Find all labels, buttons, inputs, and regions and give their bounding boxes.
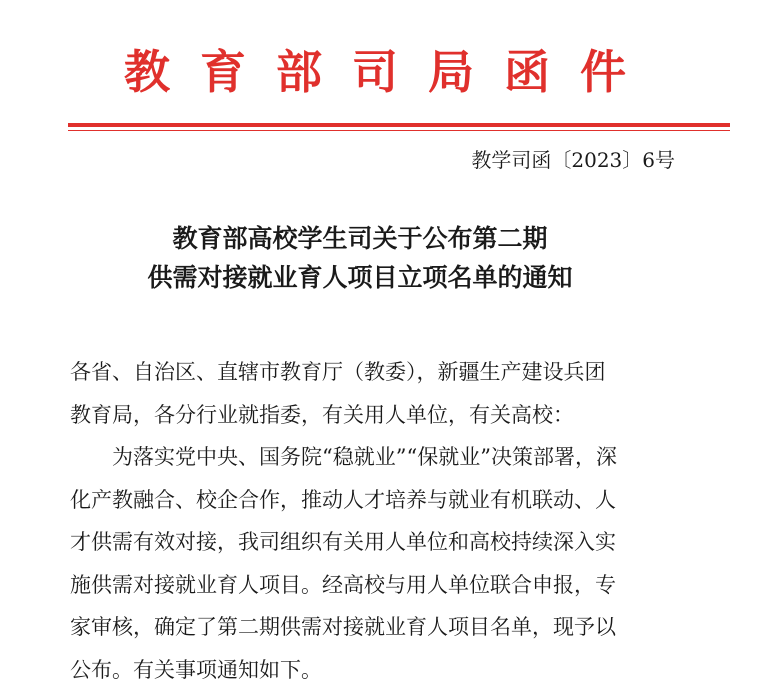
document-title-line-1: 教育部高校学生司关于公布第二期 bbox=[60, 219, 660, 258]
body-line: 各省、自治区、直辖市教育厅（教委），新疆生产建设兵团 bbox=[70, 351, 702, 394]
body-line: 教育局，各分行业就指委，有关用人单位，有关高校： bbox=[70, 394, 702, 437]
body-line: 公布。有关事项通知如下。 bbox=[70, 649, 702, 691]
body-line: 施供需对接就业育人项目。经高校与用人单位联合申报，专 bbox=[70, 564, 702, 607]
body-line: 为落实党中央、国务院“稳就业”“保就业”决策部署，深 bbox=[70, 436, 702, 479]
document-body bbox=[70, 351, 702, 691]
letterhead-title: 教育部司局函件 bbox=[70, 42, 710, 102]
document-title bbox=[60, 219, 660, 297]
body-line: 才供需有效对接，我司组织有关用人单位和高校持续深入实 bbox=[70, 521, 702, 564]
body-line: 化产教融合、校企合作，推动人才培养与就业有机联动、人 bbox=[70, 479, 702, 522]
document-number: 教学司函〔2023〕6号 bbox=[471, 146, 675, 174]
letterhead-red-rule-thin bbox=[68, 130, 730, 131]
document-title-line-2: 供需对接就业育人项目立项名单的通知 bbox=[60, 258, 660, 297]
letterhead-red-rule bbox=[68, 123, 730, 127]
body-line: 家审核，确定了第二期供需对接就业育人项目名单，现予以 bbox=[70, 606, 702, 649]
